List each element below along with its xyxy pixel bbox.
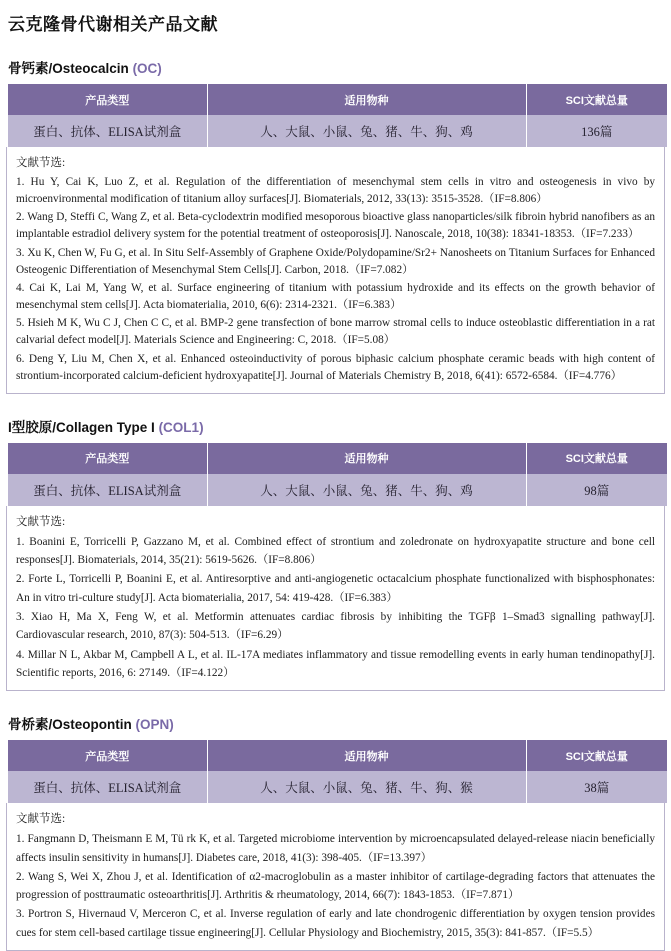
column-header-species: 适用物种	[207, 84, 526, 115]
reference-excerpt-label: 文献节选:	[16, 813, 66, 826]
cell-species: 人、大鼠、小鼠、兔、猪、牛、狗、鸡	[207, 115, 526, 147]
section-collagen-type-1	[6, 416, 665, 691]
reference-item: 2. Wang D, Steffi C, Wang Z, et al. Beta-cyclodextrin modified mesoporous bioactive glass nanoparticles/silk fibroin hybrid nanofibers as an implantable estradiol delivery system for the potential treatment of osteoporosis[J]. Nanoscale, 2018, 10(38): 18341-18353.（IF=7.233）	[16, 211, 655, 241]
section-en-name: Collagen Type I	[56, 419, 155, 435]
cell-sci-total: 38篇	[526, 771, 667, 803]
column-header-product-type: 产品类型	[8, 443, 207, 474]
section-en-name: Osteocalcin	[52, 61, 129, 76]
reference-box	[6, 506, 665, 691]
section-osteopontin	[6, 713, 665, 951]
column-header-species: 适用物种	[207, 740, 526, 771]
table-header-row	[8, 84, 667, 115]
reference-item: 1. Hu Y, Cai K, Luo Z, et al. Regulation of the differentiation of mesenchymal stem cells in vitro and osteogenesis in vivo by microenvironmental modification of titanium alloy surfaces[J]. Biomaterials, 2012, 33(13): 3515-3528.（IF=8.806）	[16, 176, 655, 206]
reference-item: 3. Xiao H, Ma X, Feng W, et al. Metformin attenuates cardiac fibrosis by inhibiting the TGFβ 1–Smad3 signalling pathway[J]. Cardiovascular research, 2010, 87(3): 504-513.（IF=6.29）	[16, 611, 655, 642]
product-table	[8, 84, 667, 147]
page-title: 云克隆骨代谢相关产品文献	[8, 15, 218, 34]
section-cn-name: 骨桥素	[8, 717, 49, 733]
reference-item: 4. Cai K, Lai M, Yang W, et al. Surface engineering of titanium with potassium hydroxide and its effects on the growth behavior of mesenchymal stem cells[J]. Acta biomaterialia, 2010, 6(6): 2314-2321.（IF=6.383）	[16, 281, 655, 312]
reference-excerpt-label: 文献节选:	[16, 515, 66, 528]
reference-item: 1. Fangmann D, Theismann E M, Tü rk K, et al. Targeted microbiome intervention by microencapsulated delayed-release niacin beneficially affects insulin sensitivity in humans[J]. Diabetes care, 2018, 41(3): 398-405.（IF=13.397）	[16, 833, 655, 864]
reference-excerpt-label: 文献节选:	[16, 157, 66, 169]
reference-item: 1. Boanini E, Torricelli P, Gazzano M, et al. Combined effect of strontium and zoledronate on hydroxyapatite structure and bone cell responses[J]. Biomaterials, 2014, 35(21): 5619-5626.（IF=8.806）	[16, 535, 655, 567]
table-header-row	[8, 443, 667, 474]
cell-product-type: 蛋白、抗体、ELISA试剂盒	[8, 771, 207, 803]
cell-product-type: 蛋白、抗体、ELISA试剂盒	[8, 115, 207, 147]
table-row	[8, 115, 667, 147]
reference-item: 6. Deng Y, Liu M, Chen X, et al. Enhanced osteoinductivity of porous biphasic calcium phosphate ceramic beads with high content of strontium-incorporated calcium-deficient hydroxyapatite[J]. Journal of Materials Chemistry B, 2018, 6(41): 6572-6584.（IF=4.776）	[16, 352, 655, 382]
section-title-collagen-type-1: I型胶原/Collagen Type I (COL1)	[8, 419, 204, 435]
product-table	[8, 443, 667, 506]
column-header-species: 适用物种	[207, 443, 526, 474]
column-header-sci-total: SCI文献总量	[526, 443, 667, 474]
reference-item: 2. Wang S, Wei X, Zhou J, et al. Identification of α2-macroglobulin as a master inhibitor of cartilage-degrading factors that attenuates the progression of posttraumatic osteoarthritis[J]. Arthritis & rheumatology, 2014, 66(7): 1843-1853.（IF=7.871）	[16, 870, 655, 902]
cell-sci-total: 136篇	[526, 115, 667, 147]
column-header-sci-total: SCI文献总量	[526, 740, 667, 771]
table-row	[8, 474, 667, 506]
column-header-sci-total: SCI文献总量	[526, 84, 667, 115]
section-cn-name: I型胶原	[8, 419, 53, 435]
reference-box	[6, 803, 665, 951]
reference-item: 5. Hsieh M K, Wu C J, Chen C C, et al. BMP-2 gene transfection of bone marrow stromal cells to induce osteoblastic differentiation in a rat calvarial defect model[J]. Materials Science and Engineering: C, 2018.（IF=5.08）	[16, 317, 655, 347]
section-abbr: (OPN)	[135, 717, 174, 733]
column-header-product-type: 产品类型	[8, 84, 207, 115]
reference-item: 3. Portron S, Hivernaud V, Merceron C, et al. Inverse regulation of early and late chondrogenic differentiation by oxygen tension provides cues for stem cell-based cartilage tissue engineering[J]. Cellular Physiology and Biochemistry, 2015, 35(3): 841-857.（IF=5.5）	[16, 908, 655, 939]
cell-sci-total: 98篇	[526, 474, 667, 506]
section-cn-name: 骨钙素	[8, 61, 49, 76]
cell-species: 人、大鼠、小鼠、兔、猪、牛、狗、鸡	[207, 474, 526, 506]
section-en-name: Osteopontin	[52, 717, 132, 733]
reference-item: 4. Millar N L, Akbar M, Campbell A L, et al. IL-17A mediates inflammatory and tissue remodelling events in early human tendinopathy[J]. Scientific reports, 2016, 6: 27149.（IF=4.122）	[16, 648, 655, 679]
cell-product-type: 蛋白、抗体、ELISA试剂盒	[8, 474, 207, 506]
table-row	[8, 771, 667, 803]
product-table	[8, 740, 667, 803]
reference-box	[6, 147, 665, 394]
section-abbr: (COL1)	[158, 419, 204, 435]
section-abbr: (OC)	[132, 61, 162, 76]
section-title-osteocalcin: 骨钙素/Osteocalcin (OC)	[8, 61, 162, 76]
table-header-row	[8, 740, 667, 771]
cell-species: 人、大鼠、小鼠、兔、猪、牛、狗、猴	[207, 771, 526, 803]
column-header-product-type: 产品类型	[8, 740, 207, 771]
reference-item: 2. Forte L, Torricelli P, Boanini E, et al. Antiresorptive and anti-angiogenetic octacalcium phosphate functionalized with bisphosphonates: An in vitro tri-culture study[J]. Acta biomaterialia, 2017, 54: 419-428.（IF=6.383）	[16, 573, 655, 604]
section-title-osteopontin: 骨桥素/Osteopontin (OPN)	[8, 717, 174, 733]
reference-item: 3. Xu K, Chen W, Fu G, et al. In Situ Self-Assembly of Graphene Oxide/Polydopamine/Sr2+ Nanosheets on Titanium Surfaces for Enhanced Osteogenic Differentiation of Mesenchymal Stem Cells[J]. Carbon, 2018.（IF=7.082）	[16, 246, 655, 276]
section-osteocalcin	[6, 57, 665, 394]
